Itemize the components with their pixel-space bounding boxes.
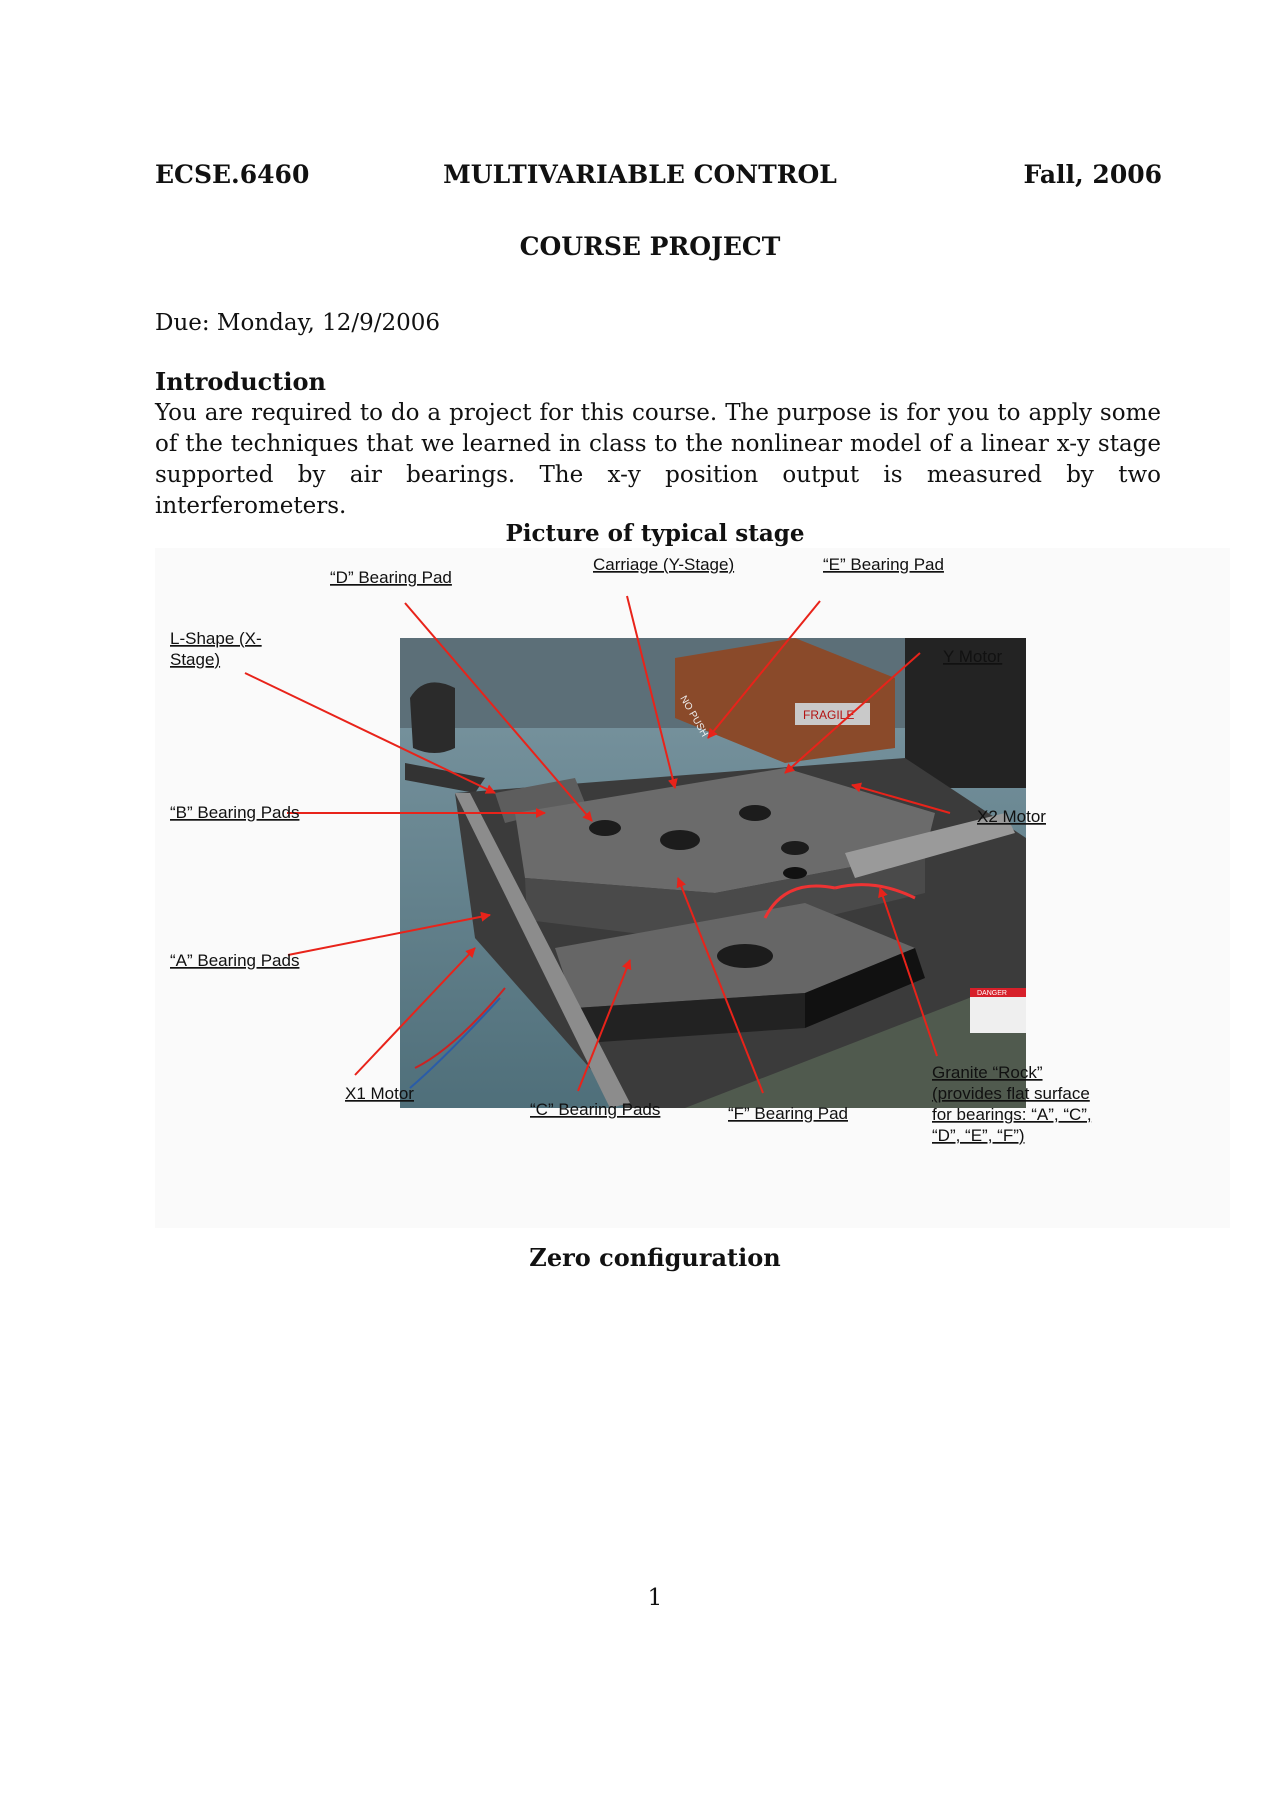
- label-lshape-line1: L-Shape (X-: [170, 629, 262, 648]
- figure-title: Picture of typical stage: [505, 520, 805, 547]
- figure-caption: Zero configuration: [529, 1243, 781, 1272]
- label-c-pads: “C” Bearing Pads: [530, 1100, 661, 1119]
- label-granite-line3: for bearings: “A”, “C”,: [932, 1105, 1092, 1124]
- due-date: Due: Monday, 12/9/2006: [155, 310, 441, 336]
- course-title: MULTIVARIABLE CONTROL: [443, 160, 837, 189]
- label-granite-line4: “D”, “E”, “F”): [932, 1126, 1025, 1145]
- course-code: ECSE.6460: [155, 160, 310, 189]
- label-carriage: Carriage (Y-Stage): [593, 555, 735, 574]
- intro-heading: Introduction: [155, 367, 326, 396]
- label-x2-motor: X2 Motor: [977, 807, 1046, 826]
- project-title: COURSE PROJECT: [519, 232, 781, 261]
- fragile-text: FRAGILE: [803, 708, 855, 722]
- stage-diagram: [155, 548, 1230, 1228]
- label-e-pad: “E” Bearing Pad: [823, 555, 944, 574]
- label-b-pads: “B” Bearing Pads: [170, 803, 300, 822]
- label-a-pads: “A” Bearing Pads: [170, 951, 300, 970]
- label-granite-line1: Granite “Rock”: [932, 1063, 1043, 1082]
- no-push-text: NO PUSH: [677, 694, 710, 739]
- intro-paragraph: You are required to do a project for this course. The purpose is for you to apply some of the techniques that we learned in class to the nonlinear model of a linear x-y stage supported by air bearings. The x-y position output is measured by two interferometers.: [155, 400, 1161, 519]
- label-granite-line2: (provides flat surface: [932, 1084, 1090, 1103]
- label-lshape-line2: Stage): [170, 650, 221, 669]
- page-number: 1: [647, 1585, 663, 1611]
- label-x1-motor: X1 Motor: [345, 1084, 414, 1103]
- label-y-motor: Y Motor: [943, 647, 1003, 666]
- label-d-pad: “D” Bearing Pad: [330, 568, 452, 587]
- label-f-pad: “F” Bearing Pad: [728, 1104, 848, 1123]
- term: Fall, 2006: [1023, 160, 1162, 189]
- danger-text: DANGER: [977, 990, 1007, 997]
- stage-figure: [155, 548, 1230, 1228]
- stage-photo: [400, 638, 1026, 1108]
